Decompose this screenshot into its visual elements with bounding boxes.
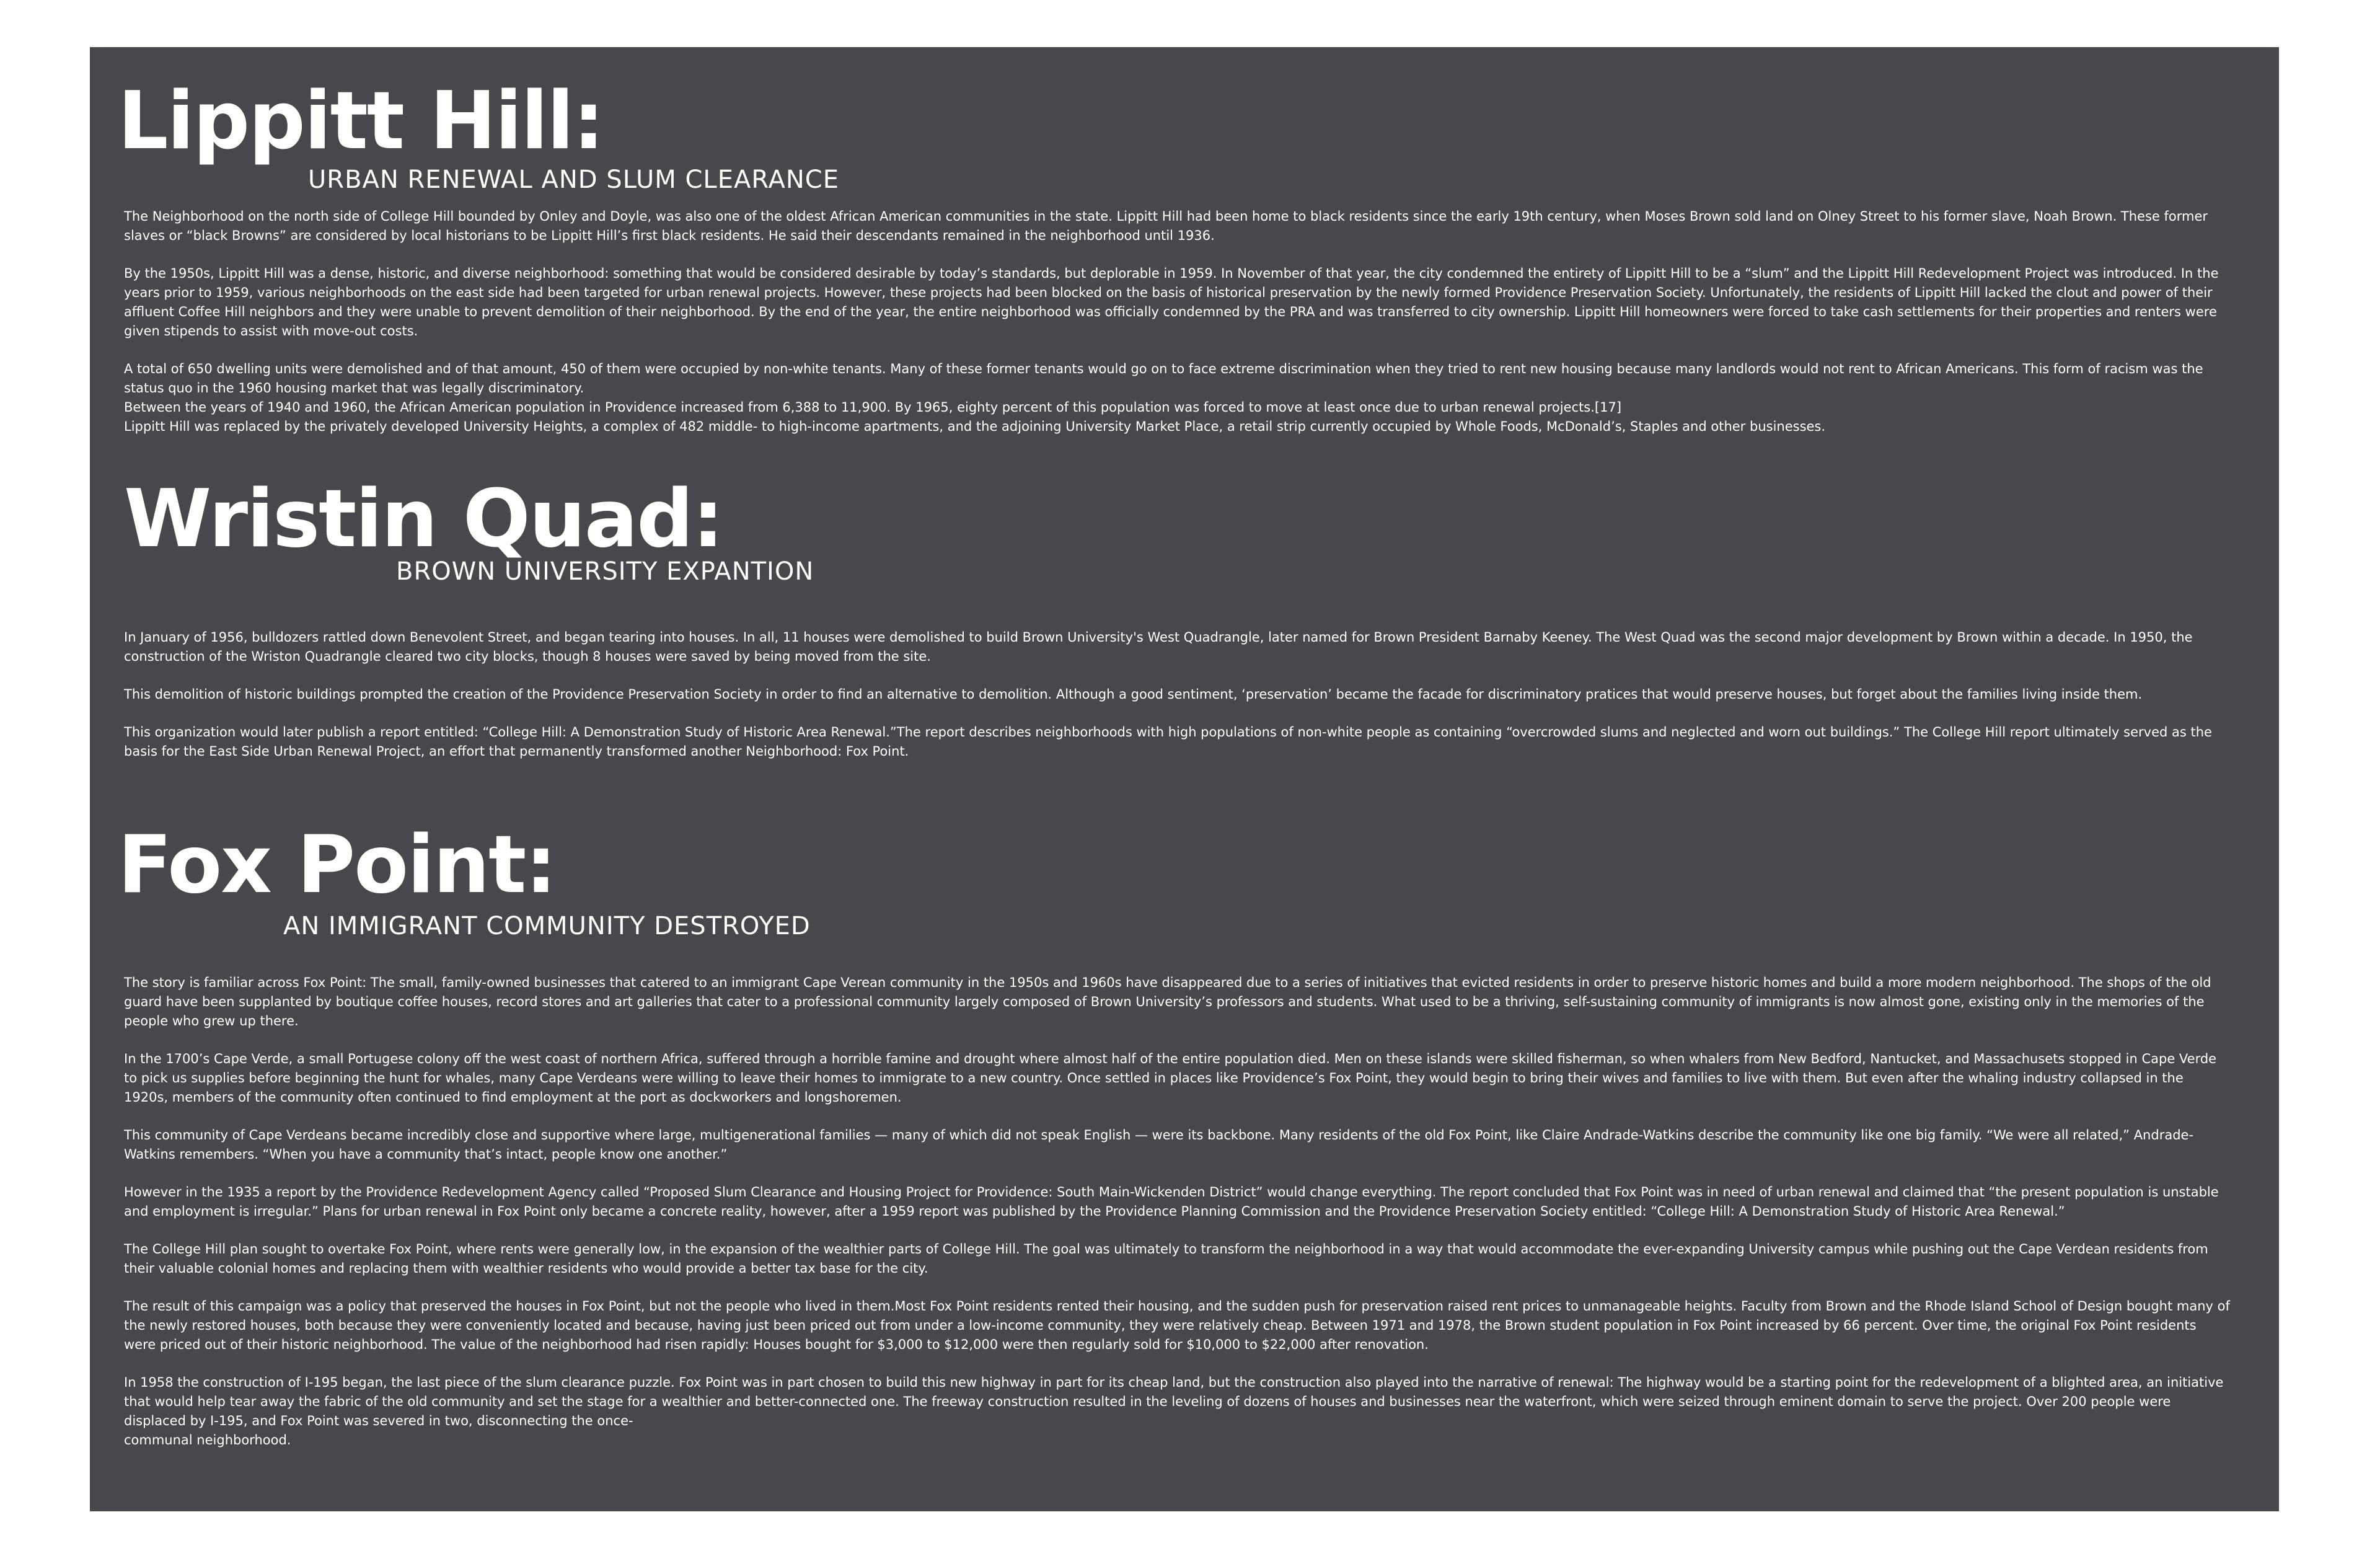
paragraph: In January of 1956, bulldozers rattled down Benevolent Street, and began tearing into houses. In all, 11 houses were demolished to build Brown University's West Quadrangle, later named for Brown President Barnaby Keeney. The West Quad was the second major development by Brown within a decade. In 1950, the construction of the Wriston Quadrangle cleared two city blocks, though 8 houses were saved by being moved from the site. <box>124 630 2193 664</box>
paragraph: In the 1700’s Cape Verde, a small Portugese colony off the west coast of northern Africa, suffered through a horrible famine and drought where almost half of the entire population died. Men on these islands were skilled fisherman, so when whalers from New Bedford, Nantucket, and Massachusets stopped in Cape Verde to pick us supplies before beginning the hunt for whales, many Cape Verdeans were willing to leave their homes to immigrate to a new country. Once settled in places like Providence’s Fox Point, they would begin to bring their wives and families to live with them. But even after the whaling industry collapsed in the 1920s, members of the community often continued to find employment at the port as dockworkers and longshoremen. <box>124 1051 2217 1105</box>
paragraph: By the 1950s, Lippitt Hill was a dense, historic, and diverse neighborhood: something that would be considered desirable by today’s standards, but deplorable in 1959. In November of that year, the city condemned the entirety of Lippitt Hill to be a “slum” and the Lippitt Hill Redevelopment Project was introduced. In the years prior to 1959, various neighborhoods on the east side had been targeted for urban renewal projects. However, these projects had been blocked on the basis of historical preservation by the newly formed Providence Preservation Society. Unfortunately, the residents of Lippitt Hill lacked the clout and power of their affluent Coffee Hill neighbors and they were unable to prevent demolition of their neighborhood. By the end of the year, the entire neighborhood was officially condemned by the PRA and was transferred to city ownership. Lippitt Hill homeowners were forced to take cash settlements for their properties and renters were given stipends to assist with move-out costs. <box>124 266 2219 338</box>
paragraph: This demolition of historic buildings prompted the creation of the Providence Preservation Society in order to find an alternative to demolition. Although a good sentiment, ‘preservation’ became the facade for discriminatory pratices that would preserve houses, but forget about the families living inside them. <box>124 687 2143 702</box>
section-body <box>124 973 2231 1450</box>
section-title: Lippitt Hill: <box>118 75 604 167</box>
paragraph: The Neighborhood on the north side of College Hill bounded by Onley and Doyle, was also one of the oldest African American communities in the state. Lippitt Hill had been home to black residents since the early 19th century, when Moses Brown sold land on Olney Street to his former slave, Noah Brown. These former slaves or “black Browns” are considered by local historians to be Lippitt Hill’s first black residents. He said their descendants remained in the neighborhood until 1936. <box>124 209 2208 243</box>
section-subtitle: URBAN RENEWAL AND SLUM CLEARANCE <box>308 166 839 194</box>
paragraph: However in the 1935 a report by the Providence Redevelopment Agency called “Proposed Slum Clearance and Housing Project for Providence: South Main-Wickenden District” would change everything. The report concluded that Fox Point was in need of urban renewal and claimed that “the present population is unstable and employment is irregular.” Plans for urban renewal in Fox Point only became a concrete reality, however, after a 1959 report was published by the Providence Planning Commission and the Providence Preservation Society entitled: “College Hill: A Demonstration Study of Historic Area Renewal.” <box>124 1185 2219 1219</box>
section-subtitle: AN IMMIGRANT COMMUNITY DESTROYED <box>283 912 811 940</box>
section-title: Wristin Quad: <box>124 473 723 565</box>
paragraph: This community of Cape Verdeans became incredibly close and supportive where large, multigenerational families — many of which did not speak English — were its backbone. Many residents of the old Fox Point, like Claire Andrade-Watkins describe the community like one big family. “We were all related,” Andrade-Watkins remembers. “When you have a community that’s intact, people know one another.” <box>124 1128 2194 1162</box>
section-body <box>124 207 2231 436</box>
section-title: Fox Point: <box>118 819 556 911</box>
content-panel <box>90 47 2279 1511</box>
section-body <box>124 628 2231 761</box>
paragraph: The result of this campaign was a policy that preserved the houses in Fox Point, but not the people who lived in them.Most Fox Point residents rented their housing, and the sudden push for preservation raised rent prices to unmanageable heights. Faculty from Brown and the Rhode Island School of Design bought many of the newly restored houses, both because they were conveniently located and because, having just been priced out from under a low-income community, they were relatively cheap. Between 1971 and 1978, the Brown student population in Fox Point increased by 66 percent. Over time, the original Fox Point residents were priced out of their historic neighborhood. The value of the neighborhood had risen rapidly: Houses bought for $3,000 to $12,000 were then regularly sold for $10,000 to $22,000 after renovation. <box>124 1299 2230 1352</box>
paragraph: In 1958 the construction of I-195 began, the last piece of the slum clearance puzzle. Fox Point was in part chosen to build this new highway in part for its cheap land, but the construction also played into the narrative of renewal: The highway would be a starting point for the redevelopment of a blighted area, an initiative that would help tear away the fabric of the old community and set the stage for a wealthier and better-connected one. The freeway construction resulted in the leveling of dozens of houses and businesses near the waterfront, which were seized through eminent domain to serve the project. Over 200 people were displaced by I-195, and Fox Point was severed in two, disconnecting the once- communal neighborhood. <box>124 1375 2224 1447</box>
section-subtitle: BROWN UNIVERSITY EXPANTION <box>396 557 814 586</box>
paragraph: This organization would later publish a report entitled: “College Hill: A Demonstration Study of Historic Area Renewal.”The report describes neighborhoods with high populations of non-white people as containing “overcrowded slums and neglected and worn out buildings.” The College Hill report ultimately served as the basis for the East Side Urban Renewal Project, an effort that permanently transformed another Neighborhood: Fox Point. <box>124 725 2212 759</box>
paragraph: A total of 650 dwelling units were demolished and of that amount, 450 of them were occupied by non-white tenants. Many of these former tenants would go on to face extreme discrimination when they tried to rent new housing because many landlords would not rent to African Americans. This form of racism was the status quo in the 1960 housing market that was legally discriminatory. Between the years of 1940 and 1960, the African American population in Providence increased from 6,388 to 11,900. By 1965, eighty percent of this population was forced to move at least once due to urban renewal projects.[17] Lippitt Hill was replaced by the privately developed University Heights, a complex of 482 middle- to high-income apartments, and the adjoining University Market Place, a retail strip currently occupied by Whole Foods, McDonald’s, Staples and other businesses. <box>124 361 2203 434</box>
paragraph: The story is familiar across Fox Point: The small, family-owned businesses that catered to an immigrant Cape Verean community in the 1950s and 1960s have disappeared due to a series of initiatives that evicted residents in order to preserve historic homes and build a more modern neighborhood. The shops of the old guard have been supplanted by boutique coffee houses, record stores and art galleries that cater to a professional community largely composed of Brown University’s professors and students. What used to be a thriving, self-sustaining community of immigrants is now almost gone, existing only in the memories of the people who grew up there. <box>124 975 2211 1028</box>
paragraph: The College Hill plan sought to overtake Fox Point, where rents were generally low, in the expansion of the wealthier parts of College Hill. The goal was ultimately to transform the neighborhood in a way that would accommodate the ever-expanding University campus while pushing out the Cape Verdean residents from their valuable colonial homes and replacing them with wealthier residents who would provide a better tax base for the city. <box>124 1242 2208 1276</box>
